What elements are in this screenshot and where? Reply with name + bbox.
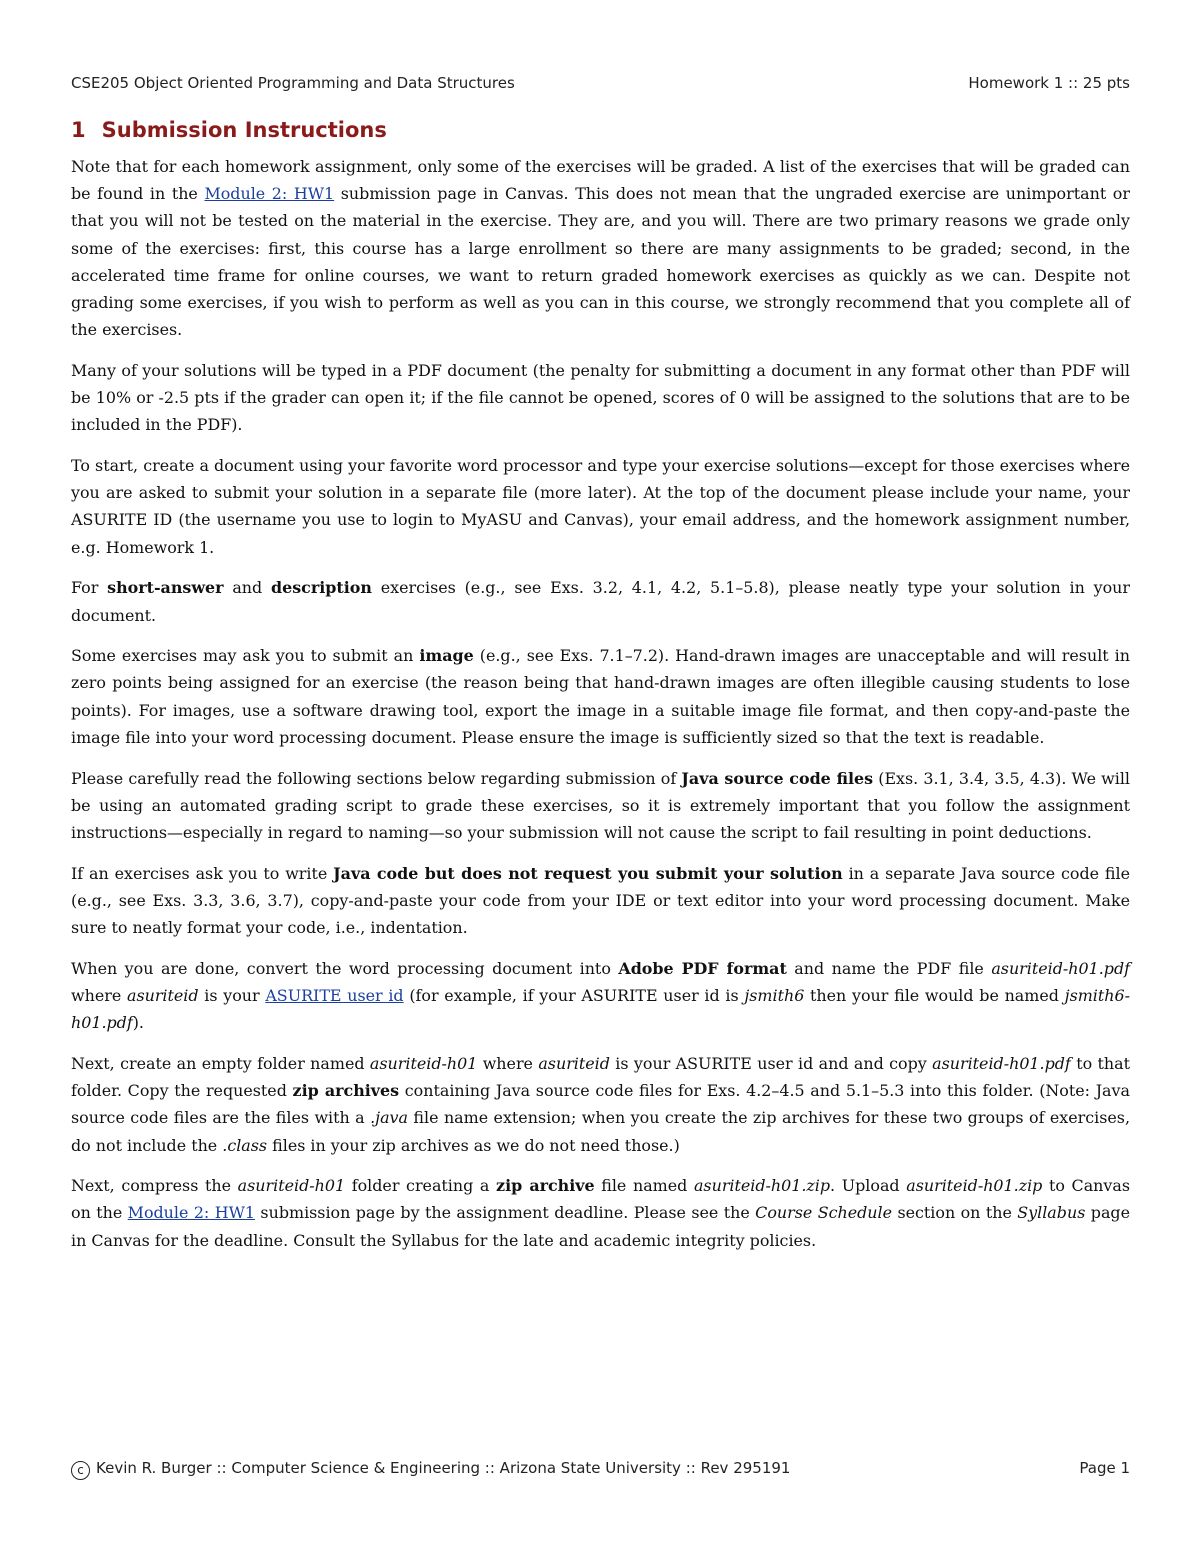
paragraph-upload <box>71 1172 1130 1254</box>
italic-run: jsmith6 <box>744 985 805 1005</box>
text-run: and <box>223 578 272 598</box>
text-run: file named <box>594 1176 694 1196</box>
page-number: Page 1 <box>1079 1459 1130 1477</box>
section-title: Submission Instructions <box>101 118 387 142</box>
text-run: page in Canvas for the deadline. Consult the Syllabus for the late and academic integrity policies. <box>71 1203 1131 1250</box>
text-run: section on the <box>892 1203 1018 1223</box>
document-page <box>71 0 1130 1553</box>
italic-run: .class <box>222 1135 268 1155</box>
text-run: Some exercises may ask you to submit an <box>71 646 420 666</box>
module-2-hw1-link[interactable]: Module 2: HW1 <box>127 1203 256 1223</box>
bold-run: Java code but does not request you submit your solution <box>333 863 843 883</box>
italic-run: asuriteid <box>538 1053 610 1073</box>
paragraph-start <box>71 452 1130 561</box>
italic-run: asuriteid <box>126 985 199 1005</box>
text-run: When you are done, convert the word processing document into <box>71 958 619 978</box>
paragraph-java-files <box>71 765 1130 847</box>
paragraph-grading <box>71 153 1130 343</box>
paragraph-short-answer <box>71 574 1130 628</box>
module-2-hw1-link[interactable]: Module 2: HW1 <box>204 184 335 204</box>
text-run: exercises (e.g., see Exs. 3.2, 4.1, 4.2, 5.1–5.8), please neatly type your solution in your document. <box>71 578 1131 625</box>
text-run: file name extension; when you create the zip archives for these two groups of exercises, do not include the <box>71 1108 1130 1155</box>
text-run: Please carefully read the following sections below regarding submission of <box>71 768 682 788</box>
running-header <box>71 74 1130 92</box>
text-run: ). <box>132 1013 144 1033</box>
text-run: folder creating a <box>345 1176 497 1196</box>
bold-run: zip archive <box>496 1176 595 1196</box>
paragraph-folder <box>71 1050 1130 1159</box>
text-run: where <box>477 1053 539 1073</box>
footer-credit <box>71 1459 790 1480</box>
text-run: Note that for each homework assignment, only some of the exercises will be graded. A list of the exercises that will be graded can be found in the <box>71 157 1130 204</box>
italic-run: asuriteid-h01.zip <box>693 1176 831 1196</box>
section-number: 1 <box>71 118 86 142</box>
text-run: and name the PDF file <box>786 958 992 978</box>
bold-run: image <box>419 646 474 666</box>
text-run: Many of your solutions will be typed in a PDF document (the penalty for submitting a document in any format other than PDF will be 10% or -2.5 pts if the grader can open it; if the file cannot be opened, scores of 0 will be assigned to the solutions that are to be included in the PDF). <box>71 360 1130 435</box>
text-run: then your file would be named <box>804 985 1065 1005</box>
paragraph-pdf-penalty <box>71 357 1130 439</box>
italic-run: asuriteid-h01.pdf <box>991 958 1130 978</box>
text-run: submission page in Canvas. This does not mean that the ungraded exercise are unimportant or that you will not be tested on the material in the exercise. They are, and you will. There are two primary reasons we grade only some of the exercises: first, this course has a large enrollment so there are many assignments to be graded; second, in the accelerated time frame for online courses, we want to return graded homework exercises as quickly as we can. Despite not grading some exercises, if you wish to perform as well as you can in this course, we strongly recommend that you complete all of the exercises. <box>71 184 1130 340</box>
italic-run: asuriteid-h01 <box>237 1176 346 1196</box>
italic-run: asuriteid-h01.zip <box>906 1176 1043 1196</box>
bold-run: Adobe PDF format <box>618 958 787 978</box>
italic-run: asuriteid-h01 <box>369 1053 478 1073</box>
text-run: is your <box>198 985 266 1005</box>
text-run: to that folder. Copy the requested <box>71 1053 1130 1101</box>
italic-run: jsmith6-h01.pdf <box>71 985 1130 1033</box>
text-run: is your ASURITE user id and and copy <box>609 1053 933 1073</box>
copyright-icon: c <box>71 1461 90 1480</box>
text-run: to Canvas on the <box>71 1176 1131 1223</box>
italic-run: asuriteid-h01.pdf <box>932 1053 1071 1073</box>
document-body <box>71 153 1130 1267</box>
section-heading <box>71 118 387 142</box>
text-run: (Exs. 3.1, 3.4, 3.5, 4.3). We will be using an automated grading script to grade these exercises, so it is extremely important that you follow the assignment instructions—especially in regard to naming—so your submission will not cause the script to fail resulting in point deductions. <box>71 768 1130 842</box>
course-title: CSE205 Object Oriented Programming and Data Structures <box>71 74 515 92</box>
text-run: Next, create an empty folder named <box>71 1053 370 1073</box>
bold-run: short-answer <box>107 578 224 598</box>
text-run: For <box>71 578 108 598</box>
text-run: submission page by the assignment deadline. Please see the <box>255 1203 756 1223</box>
text-run: To start, create a document using your favorite word processor and type your exercise solutions—except for those exercises where you are asked to submit your solution in a separate file (more later). At the top of the document please include your name, your ASURITE ID (the username you use to login to MyASU and Canvas), your email address, and the homework assignment number, e.g. Homework 1. <box>71 456 1130 557</box>
footer-author: Kevin R. Burger :: Computer Science & Engineering :: Arizona State University :: Rev 295191 <box>96 1459 791 1477</box>
text-run: If an exercises ask you to write <box>71 863 334 883</box>
italic-run: Course Schedule <box>755 1203 893 1223</box>
italic-run: Syllabus <box>1017 1203 1086 1223</box>
text-run: . Upload <box>830 1176 907 1196</box>
bold-run: Java source code files <box>681 768 874 788</box>
bold-run: zip archives <box>292 1081 400 1101</box>
text-run: (e.g., see Exs. 7.1–7.2). Hand-drawn images are unacceptable and will result in zero points being assigned for an exercise (the reason being that hand-drawn images are often illegible causing students to lose points). For images, use a software drawing tool, export the image in a suitable image file format, and then copy-and-paste the image file into your word processing document. Please ensure the image is sufficiently sized so that the text is readable. <box>71 646 1130 747</box>
text-run: (for example, if your ASURITE user id is <box>403 985 745 1005</box>
asurite-user-id-link[interactable]: ASURITE user id <box>265 985 404 1005</box>
paragraph-images <box>71 642 1130 751</box>
homework-points: Homework 1 :: 25 pts <box>968 74 1130 92</box>
text-run: files in your zip archives as we do not need those.) <box>267 1135 680 1155</box>
paragraph-pdf-naming <box>71 955 1130 1037</box>
text-run: where <box>71 985 127 1005</box>
paragraph-java-code <box>71 860 1130 942</box>
bold-run: description <box>271 578 372 598</box>
text-run: containing Java source code files for Exs. 4.2–4.5 and 5.1–5.3 into this folder. (Note: Java source code files are the files with a <box>71 1081 1130 1128</box>
italic-run: .java <box>370 1108 408 1128</box>
text-run: Next, compress the <box>71 1176 238 1196</box>
text-run: in a separate Java source code file (e.g., see Exs. 3.3, 3.6, 3.7), copy-and-paste your code from your IDE or text editor into your word processing document. Make sure to neatly format your code, i.e., indentation. <box>71 863 1130 938</box>
page-footer <box>71 1459 1130 1480</box>
